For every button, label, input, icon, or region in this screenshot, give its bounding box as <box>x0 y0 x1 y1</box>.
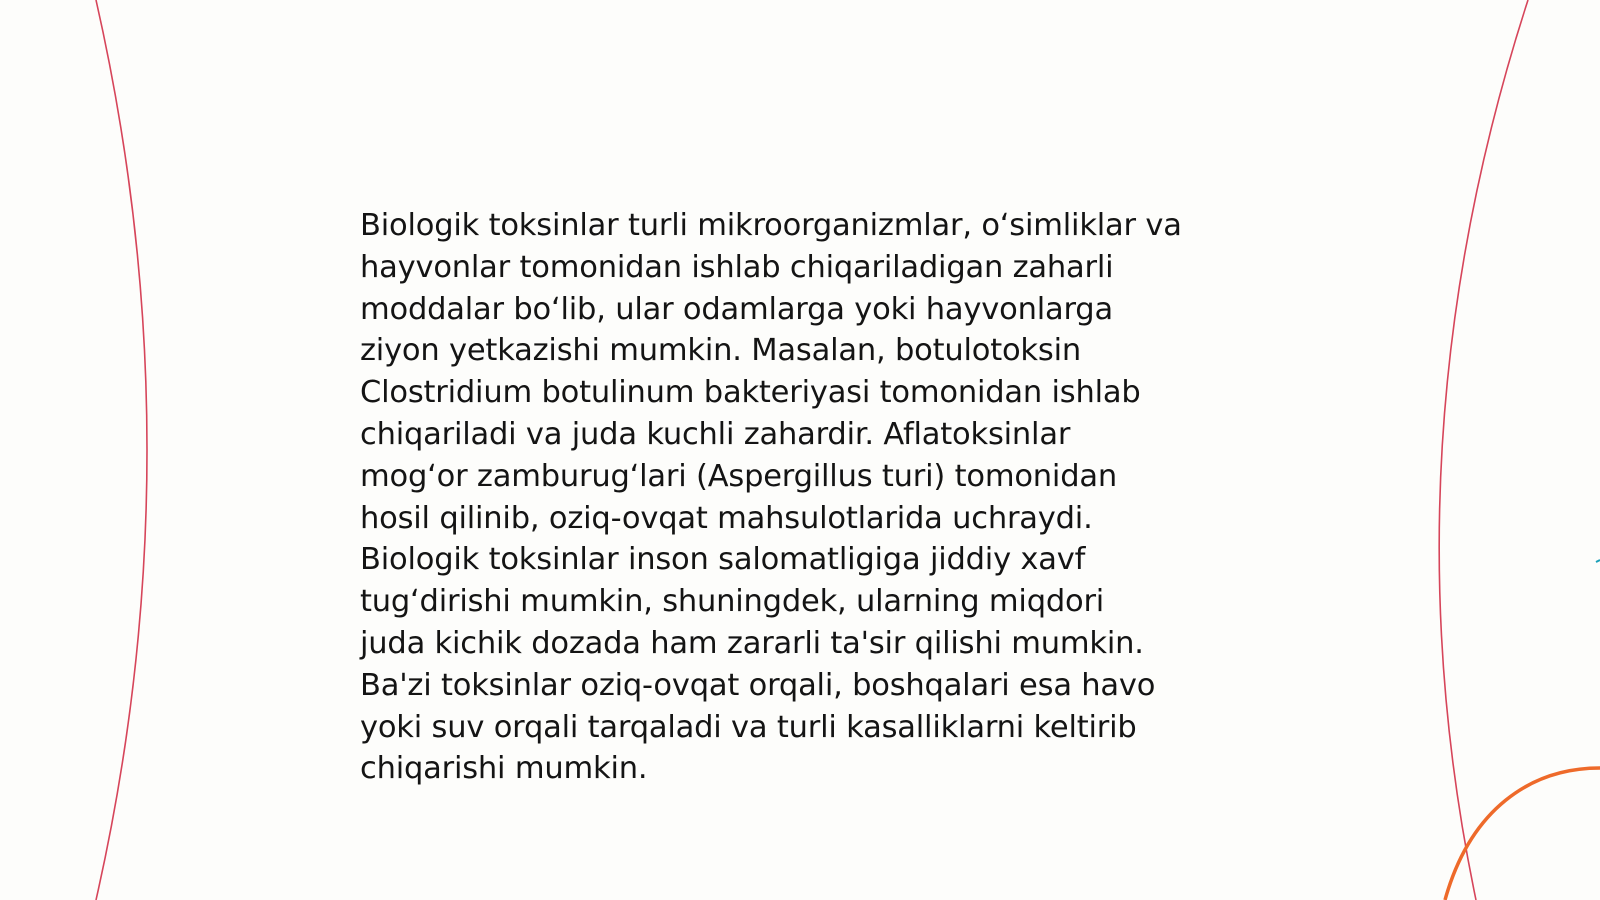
paragraph-line: tug‘dirishi mumkin, shuningdek, ularning miqdori <box>360 584 1105 620</box>
left-curve-line <box>96 0 147 900</box>
paragraph-line: hosil qilinib, oziq-ovqat mahsulotlarida uchraydi. <box>360 500 1093 536</box>
paragraph-line: juda kichik dozada ham zararli ta'sir qilishi mumkin. <box>360 625 1144 661</box>
orange-arc <box>1445 768 1600 900</box>
body-paragraph <box>360 205 1260 790</box>
paragraph-line: Ba'zi toksinlar oziq-ovqat orqali, boshqalari esa havo <box>360 667 1156 703</box>
teal-mark <box>1596 560 1600 562</box>
paragraph-line: Clostridium botulinum bakteriyasi tomonidan ishlab <box>360 375 1141 411</box>
right-curve-line <box>1439 0 1528 900</box>
paragraph-line: hayvonlar tomonidan ishlab chiqariladigan zaharli <box>360 249 1114 285</box>
paragraph-line: ziyon yetkazishi mumkin. Masalan, botulotoksin <box>360 333 1081 369</box>
paragraph-line: yoki suv orqali tarqaladi va turli kasalliklarni keltirib <box>360 709 1137 745</box>
paragraph-line: mog‘or zamburug‘lari (Aspergillus turi) tomonidan <box>360 458 1117 494</box>
paragraph-line: chiqariladi va juda kuchli zahardir. Aflatoksinlar <box>360 416 1071 452</box>
paragraph-line: chiqarishi mumkin. <box>360 751 648 787</box>
paragraph-line: Biologik toksinlar inson salomatligiga jiddiy xavf <box>360 542 1086 578</box>
paragraph-line: Biologik toksinlar turli mikroorganizmlar, o‘simliklar va <box>360 208 1182 243</box>
paragraph-line: moddalar bo‘lib, ular odamlarga yoki hayvonlarga <box>360 291 1113 327</box>
